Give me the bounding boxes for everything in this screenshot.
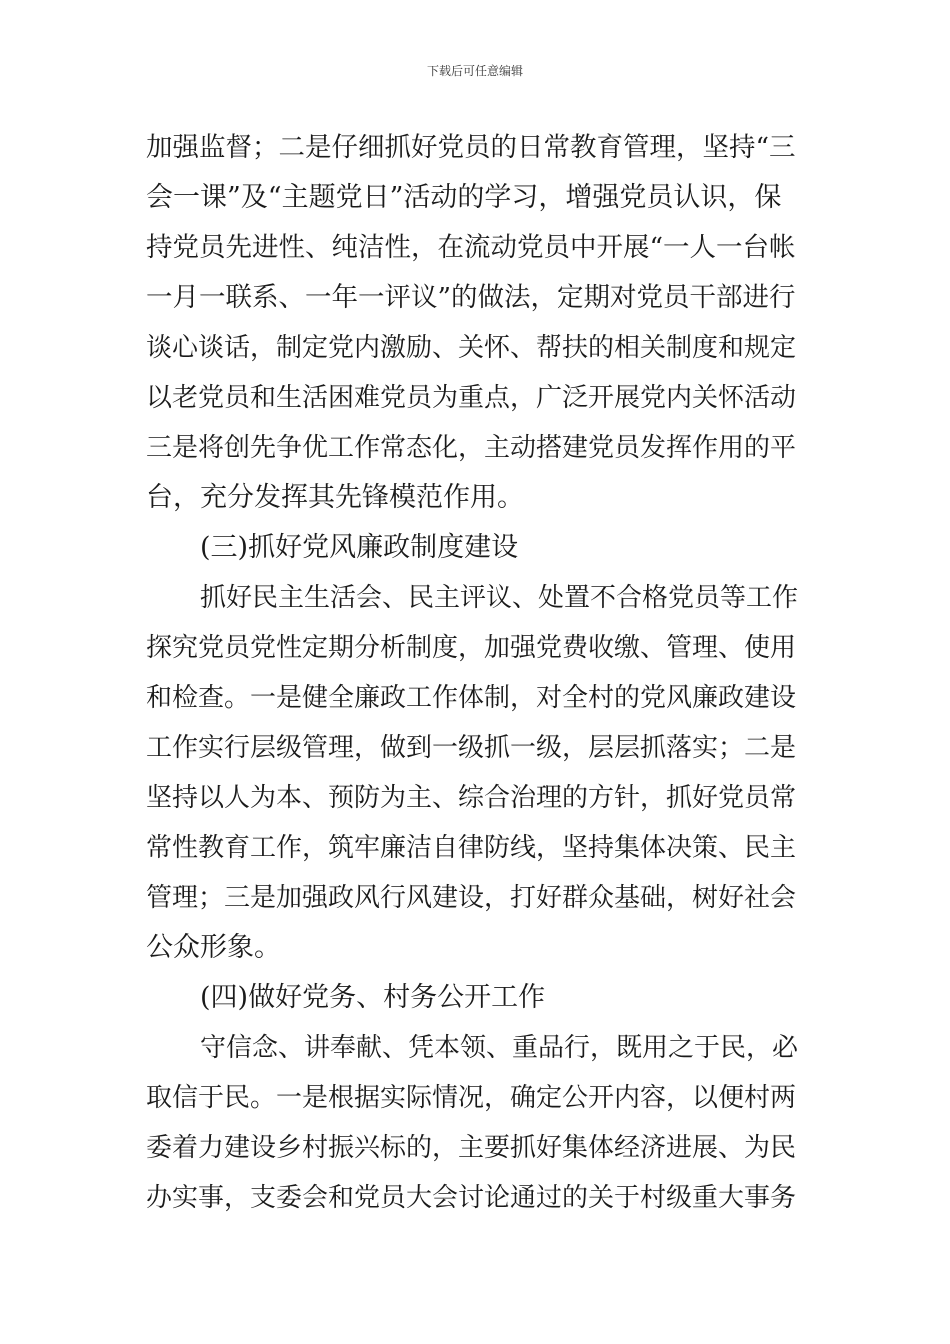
text-line: 公众形象。	[146, 932, 281, 963]
page-header: 下载后可任意编辑	[426, 64, 523, 78]
section-heading: (四)做好党务、村务公开工作	[200, 982, 546, 1013]
text-line: 持党员先进性、纯洁性，在流动党员中开展“一人一台帐	[146, 232, 796, 263]
text-line: 管理；三是加强政风行风建设，打好群众基础，树好社会	[146, 883, 797, 913]
section-heading: (三)抓好党风廉政制度建设	[200, 532, 519, 563]
text-line: 和检查。一是健全廉政工作体制，对全村的党风廉政建设	[146, 683, 797, 713]
text-line: 一月一联系、一年一评议”的做法，定期对党员干部进行	[146, 282, 796, 313]
text-line: 以老党员和生活困难党员为重点，广泛开展党内关怀活动	[146, 383, 797, 413]
text-line: 取信于民。一是根据实际情况，确定公开内容，以便村两	[146, 1083, 797, 1113]
text-line: 三是将创先争优工作常态化，主动搭建党员发挥作用的平	[146, 433, 797, 463]
text-line: 探究党员党性定期分析制度，加强党费收缴、管理、使用	[146, 633, 797, 663]
text-line: 谈心谈话，制定党内激励、关怀、帮扶的相关制度和规定	[146, 333, 797, 363]
text-line: 台，充分发挥其先锋模范作用。	[146, 482, 524, 513]
paragraph-first-line: 守信念、讲奉献、凭本领、重品行，既用之于民，必	[200, 1033, 799, 1063]
text-line: 办实事，支委会和党员大会讨论通过的关于村级重大事务	[146, 1183, 797, 1213]
text-line: 委着力建设乡村振兴标的，主要抓好集体经济进展、为民	[146, 1133, 797, 1163]
text-line: 工作实行层级管理，做到一级抓一级，层层抓落实；二是	[146, 733, 797, 763]
text-line: 会一课”及“主题党日”活动的学习，增强党员认识，保	[146, 182, 782, 213]
text-line: 常性教育工作，筑牢廉洁自律防线，坚持集体决策、民主	[146, 833, 797, 863]
text-line: 加强监督；二是仔细抓好党员的日常教育管理，坚持“三	[146, 132, 796, 163]
text-line: 坚持以人为本、预防为主、综合治理的方针，抓好党员常	[146, 783, 797, 813]
paragraph-first-line: 抓好民主生活会、民主评议、处置不合格党员等工作	[200, 583, 799, 613]
